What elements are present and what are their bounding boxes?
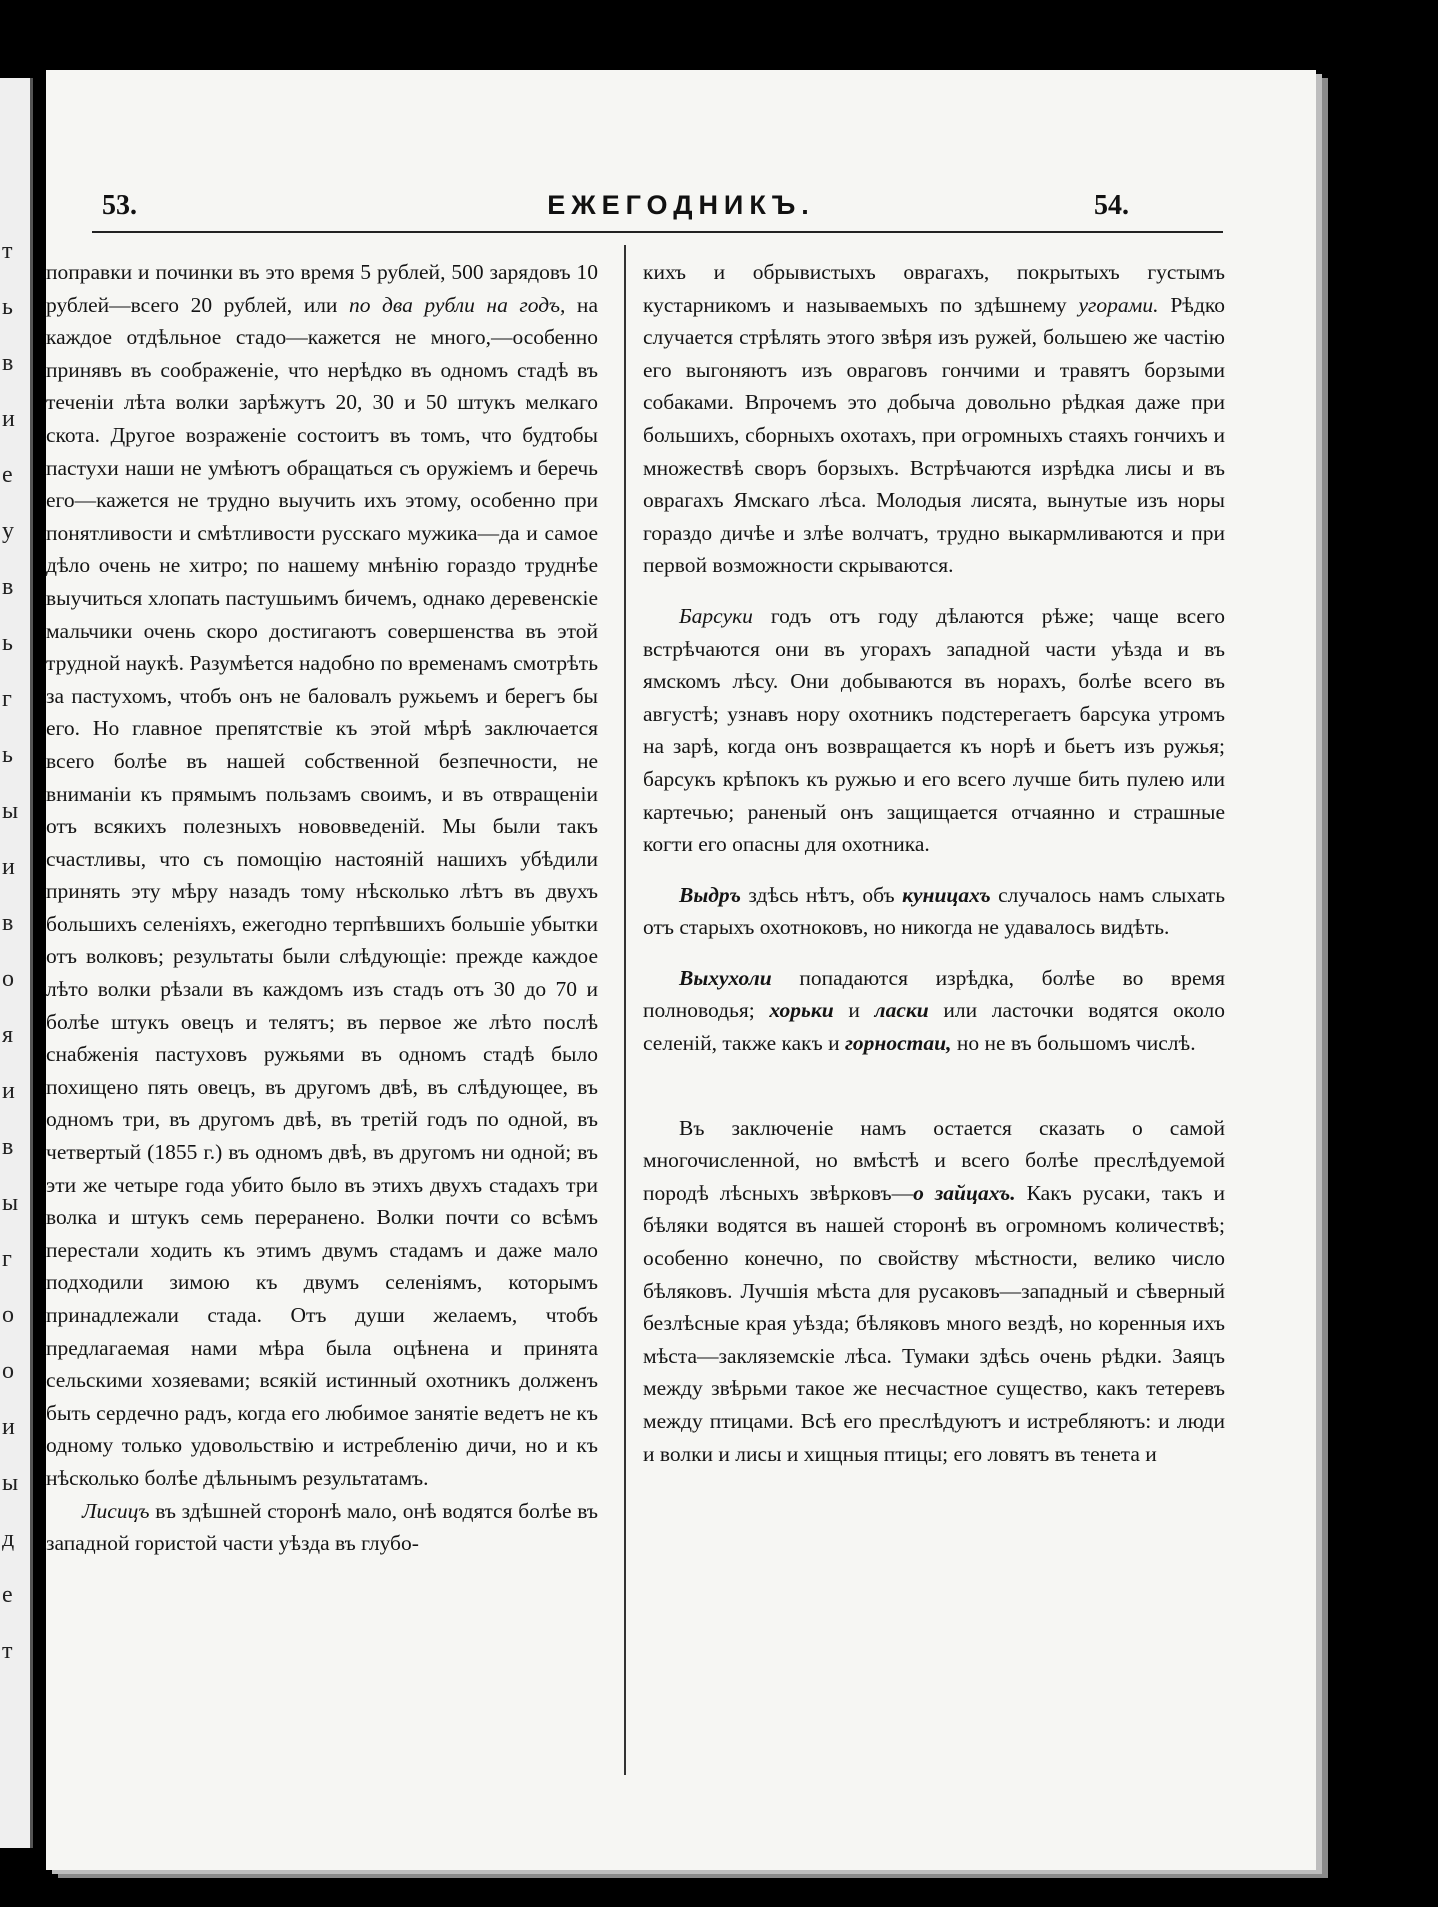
adjacent-page-edge — [0, 78, 33, 1848]
text-run: здѣсь нѣтъ, объ — [741, 882, 903, 907]
paragraph — [643, 600, 1225, 861]
adjacent-page-glyph: ы — [2, 1470, 19, 1496]
adjacent-page-glyph: у — [2, 518, 14, 544]
text-run: но не въ большомъ числѣ. — [951, 1031, 1196, 1056]
page-header — [46, 70, 1316, 240]
book-page — [46, 70, 1316, 1870]
header-rule — [92, 231, 1223, 233]
emphasized-term: по два рубли на годъ, — [349, 292, 566, 317]
adjacent-page-glyph: и — [2, 1078, 15, 1104]
adjacent-page-glyph: ь — [2, 742, 13, 768]
text-run: на каждое отдѣльное стадо—кажется не много,—особенно принявъ въ соображеніе, что нерѣдко въ одномъ стадѣ въ теченіи лѣта волки зарѣжутъ 20, 30 и 50 штукъ мелкаго скота. Другое возраженіе состоитъ въ томъ, что будтобы пастухи наши не умѣютъ обращаться съ оружіемъ и беречь его—кажется не трудно выучить ихъ этому, особенно при понятливости и смѣтливости русскаго мужика—да и самое дѣло очень не хитро; по нашему мнѣнію гораздо труднѣе выучиться хлопать пастушьимъ бичемъ, однако деревенскіе мальчики очень скоро достигаютъ совершенства въ этой трудной наукѣ. Разумѣется надобно по временамъ смотрѣть за пастухомъ, чтобъ онъ не баловалъ ружьемъ и берегъ бы его. Но главное препятствіе къ этой мѣрѣ заключается всего болѣе въ нашей собственной безпечности, не вниманіи къ прямымъ пользамъ своимъ, и въ отвращеніи отъ всякихъ полезныхъ нововведеній. Мы были такъ счастливы, что съ помощію настояній нашихъ убѣдили принять эту мѣру назадъ тому нѣсколько лѣтъ въ двухъ большихъ селеніяхъ, ежегодно терпѣвшихъ большіе убытки отъ волковъ; результаты были слѣдующіе: прежде каждое лѣто волки рѣзали въ каждомъ изъ стадъ отъ 30 до 70 и болѣе штукъ овецъ и телятъ; въ первое же лѣто послѣ снабженія пастуховъ ружьями въ одномъ стадѣ было похищено пять овецъ, въ другомъ двѣ, въ слѣдующее, въ одномъ три, въ другомъ двѣ, въ третій годъ по одной, въ четвертый (1855 г.) въ одномъ двѣ, въ другомъ ни одной; въ эти же четыре года убито было въ этихъ двухъ стадахъ три волка и штукъ семь переранено. Волки почти со всѣмъ перестали ходить къ этимъ двумъ стадамъ и даже мало подходили зимою къ двумъ селеніямъ, которымъ принадлежали стада. Отъ души желаемъ, чтобъ предлагаемая нами мѣра была оцѣнена и принята сельскими хозяевами; всякій истинный охотникъ долженъ быть сердечно радъ, когда его любимое занятіе ведетъ не къ одному только удовольствію и истребленію дичи, но и къ нѣсколько болѣе дѣльнымъ результатамъ. — [46, 292, 598, 1490]
adjacent-page-glyph: в — [2, 350, 14, 376]
emphasized-term: о зайцахъ. — [913, 1180, 1016, 1205]
adjacent-page-glyph: г — [2, 686, 12, 712]
adjacent-page-glyph: я — [2, 1022, 14, 1048]
left-column — [46, 256, 598, 1560]
page-number-left: 53. — [102, 190, 137, 221]
adjacent-page-glyph: д — [2, 1526, 15, 1552]
paragraph — [46, 256, 598, 1495]
adjacent-page-glyph: ь — [2, 630, 13, 656]
adjacent-page-glyph: и — [2, 854, 15, 880]
adjacent-page-glyph: е — [2, 462, 13, 488]
adjacent-page-glyph: г — [2, 1246, 12, 1272]
emphasized-term: угорами. — [1078, 292, 1159, 317]
text-run: Рѣдко случается стрѣлять этого звѣря изъ ружей, большею же частію его выгоняютъ изъ овраговъ гончими и травятъ борзыми собаками. Впрочемъ это добыча довольно рѣдкая даже при большихъ, сборныхъ охотахъ, при огромныхъ стаяхъ гончихъ и множествѣ своръ борзыхъ. Встрѣчаются изрѣдка лисы и въ оврагахъ Ямскаго лѣса. Молодыя лисята, вынутые изъ норы гораздо дичѣе и злѣе волчатъ, трудно выкармливаются и при первой возможности скрываются. — [643, 292, 1225, 578]
emphasized-term: хорьки — [769, 998, 834, 1023]
emphasized-term: Выхухоли — [679, 965, 772, 990]
text-run: годъ отъ году дѣлаются рѣже; чаще всего встрѣчаются они въ угорахъ западной части уѣзда и въ ямскомъ лѣсу. Они добываются въ норахъ, болѣе всего въ августѣ; узнавъ нору охотникъ подстерегаетъ барсука утромъ на зарѣ, когда онъ возвращается къ норѣ и бьетъ изъ ружья; барсукъ крѣпокъ къ ружью и его всего лучше бить пулею или картечью; раненый онъ защищается отчаянно и страшные когти его опасны для охотника. — [643, 603, 1225, 857]
adjacent-page-glyph: и — [2, 1414, 15, 1440]
adjacent-page-glyph: о — [2, 1358, 14, 1384]
paragraph — [643, 1112, 1225, 1471]
adjacent-page-glyph: ы — [2, 798, 19, 824]
adjacent-page-glyph: в — [2, 910, 14, 936]
adjacent-page-glyph: в — [2, 574, 14, 600]
emphasized-term: Выдръ — [679, 882, 742, 907]
adjacent-page-glyph: и — [2, 406, 15, 432]
paragraph — [643, 962, 1225, 1060]
page-number-right: 54. — [1094, 190, 1129, 221]
running-title: ЕЖЕГОДНИКЪ. — [547, 190, 815, 220]
text-run: попадаются изрѣдка, болѣе во время полноводья; — [643, 965, 1225, 1023]
emphasized-term: Барсуки — [679, 603, 753, 628]
paragraph — [643, 879, 1225, 944]
right-column — [643, 256, 1225, 1470]
adjacent-page-glyph: т — [2, 1638, 13, 1664]
text-run: въ здѣшней сторонѣ мало, онѣ водятся болѣе въ западной гористой части уѣзда въ глубо- — [46, 1498, 598, 1556]
adjacent-page-glyph: ы — [2, 1190, 19, 1216]
text-run: или ласточки водятся около селеній, также какъ и — [643, 998, 1225, 1056]
text-run: случалось намъ слыхать отъ старыхъ охотноковъ, но никогда не удавалось видѣть. — [643, 882, 1226, 940]
text-run: поправки и починки въ это время 5 рублей, 500 зарядовъ 10 рублей—всего 20 рублей, или — [46, 260, 598, 317]
adjacent-page-glyph: о — [2, 1302, 14, 1328]
emphasized-term: ласки — [874, 998, 929, 1023]
emphasized-term: Лисицъ — [82, 1498, 150, 1523]
adjacent-page-glyph: ь — [2, 294, 13, 320]
paragraph — [46, 1495, 598, 1560]
adjacent-page-glyph: т — [2, 238, 13, 264]
text-run: и — [833, 998, 875, 1023]
text-run: кихъ и обрывистыхъ оврагахъ, покрытыхъ густымъ кустарникомъ и называемыхъ по здѣшнему — [643, 260, 1225, 317]
emphasized-term: куницахъ — [902, 882, 991, 907]
adjacent-page-glyph: в — [2, 1134, 14, 1160]
column-divider — [624, 245, 626, 1775]
text-run: Въ заключеніе намъ остается сказать о самой многочисленной, но вмѣстѣ и всего болѣе преслѣдуемой породѣ лѣсныхъ звѣрковъ— — [643, 1115, 1225, 1205]
adjacent-page-glyph: о — [2, 966, 14, 992]
adjacent-page-glyph: е — [2, 1582, 13, 1608]
emphasized-term: горностаи, — [844, 1031, 952, 1056]
paragraph — [643, 256, 1225, 582]
text-run: Какъ русаки, такъ и бѣляки водятся въ нашей сторонѣ въ огромномъ количествѣ; особенно конечно, по свойству мѣстности, велико число бѣляковъ. Лучшія мѣста для русаковъ—западный и сѣверный безлѣсные края уѣзда; бѣляковъ много вездѣ, но коренныя ихъ мѣста—закляземскіе лѣса. Тумаки здѣсь очень рѣдки. Заяцъ между звѣрьми такое же несчастное существо, какъ тетеревъ между птицами. Всѣ его преслѣдуютъ и истребляютъ: и люди и волки и лисы и хищныя птицы; его ловятъ въ тенета и — [643, 1180, 1225, 1466]
